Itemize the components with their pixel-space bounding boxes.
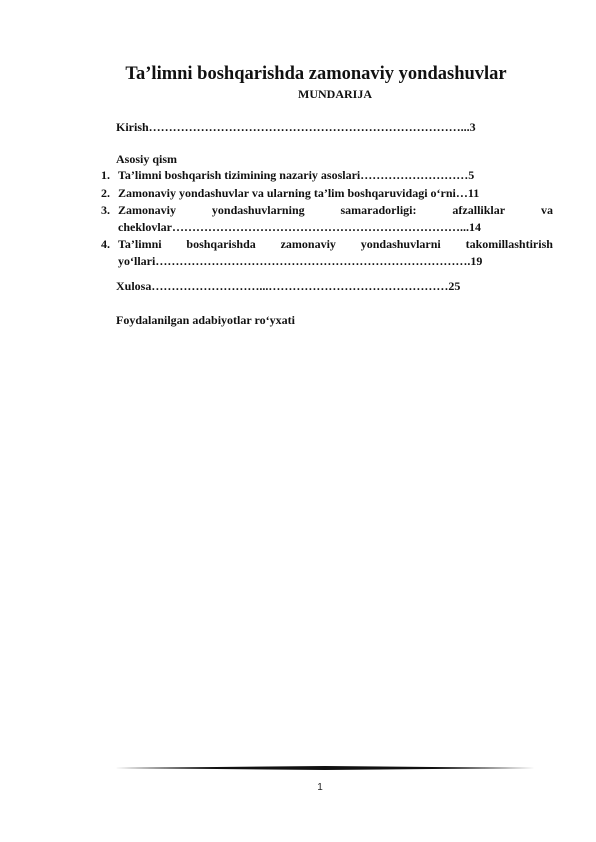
toc-word: samaradorligi: <box>340 203 417 217</box>
toc-entry-3-line2: cheklovlar………………………………………………………………...14 <box>118 220 481 234</box>
toc-item-number: 1. <box>101 168 110 182</box>
page-title: Ta’limni boshqarishda zamonaviy yondashuvlar <box>125 64 507 84</box>
page-number: 1 <box>317 782 323 793</box>
toc-heading: MUNDARIJA <box>298 87 372 101</box>
toc-entry-1: Ta’limni boshqarish tizimining nazariy asoslari………………………5 <box>118 168 475 182</box>
toc-item-number: 4. <box>101 237 110 251</box>
toc-word: afzalliklar <box>452 203 506 217</box>
toc-entry-conclusion: Xulosa………………………...………………………………………25 <box>116 279 461 293</box>
toc-word: zamonaviy <box>280 237 336 251</box>
toc-entry-references: Foydalanilgan adabiyotlar ro‘yxati <box>116 313 295 327</box>
toc-word: yondashuvlarning <box>211 203 305 217</box>
toc-word: va <box>540 203 553 217</box>
footer-divider <box>115 766 535 770</box>
toc-word: Ta’limni <box>118 237 162 251</box>
toc-word: takomillashtirish <box>465 237 553 251</box>
toc-word: boshqarishda <box>186 237 256 251</box>
toc-word: Zamonaviy <box>118 203 177 217</box>
toc-item-number: 2. <box>101 186 110 200</box>
toc-word: yondashuvlarni <box>360 237 441 251</box>
toc-section-label: Asosiy qism <box>116 152 178 166</box>
toc-entry-intro: Kirish……………………………………………………………………...3 <box>116 120 476 134</box>
toc-entry-2: Zamonaviy yondashuvlar va ularning ta’lim boshqaruvidagi o‘rni…11 <box>118 186 480 200</box>
toc-entry-4-line1 <box>118 237 553 252</box>
toc-item-number: 3. <box>101 203 110 217</box>
toc-entry-3-line1 <box>118 203 553 218</box>
toc-entry-4-line2: yo‘llari…………………………………………………………………….19 <box>118 254 483 268</box>
